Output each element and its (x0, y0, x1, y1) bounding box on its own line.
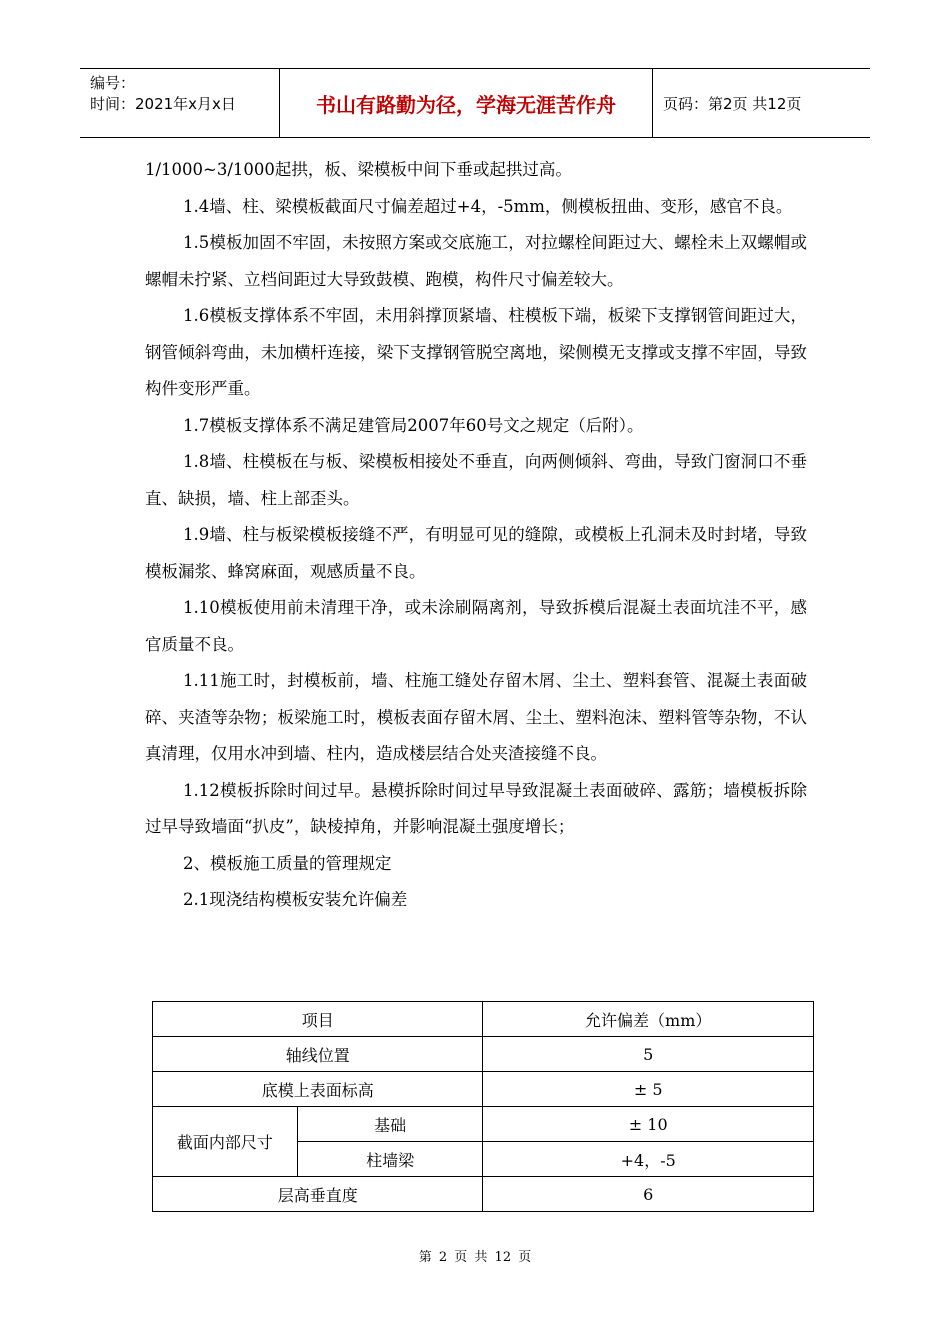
table-cell-value: ± 10 (483, 1107, 814, 1142)
subsection-heading: 2.1现浇结构模板安装允许偏差 (183, 890, 408, 909)
table-cell-group: 截面内部尺寸 (153, 1107, 298, 1177)
table-header-tolerance: 允许偏差（mm） (483, 1002, 814, 1037)
section-heading: 2、模板施工质量的管理规定 (183, 853, 392, 873)
paragraph: 1.12模板拆除时间过早。悬模拆除时间过早导致混凝土表面破碎、露筋；墙模板拆除过早导致墙面“扒皮”，缺棱掉角，并影响混凝土强度增长； (145, 780, 807, 836)
table-cell-item: 底模上表面标高 (153, 1072, 483, 1107)
document-date: 时间：2021年x月x日 (90, 95, 236, 113)
header-left-cell (80, 69, 280, 137)
table-cell-value: ± 5 (483, 1072, 814, 1107)
table-header-row (153, 1002, 814, 1037)
table-cell-subitem: 柱墙梁 (297, 1142, 483, 1177)
document-body (145, 152, 807, 919)
document-number-label: 编号： (90, 74, 136, 92)
table-cell-value: 6 (483, 1177, 814, 1212)
header-page-info: 页码：第2页 共12页 (663, 94, 802, 113)
paragraph: 1.5模板加固不牢固，未按照方案或交底施工，对拉螺栓间距过大、螺栓未上双螺帽或螺帽未拧紧、立档间距过大导致鼓模、跑模，构件尺寸偏差较大。 (145, 233, 807, 289)
table-row (153, 1177, 814, 1212)
paragraph: 1.10模板使用前未清理干净，或未涂刷隔离剂，导致拆模后混凝土表面坑洼不平，感官质量不良。 (145, 598, 807, 654)
table-cell-item: 轴线位置 (153, 1037, 483, 1072)
table-row (153, 1037, 814, 1072)
table-row (153, 1072, 814, 1107)
paragraph: 1.8墙、柱模板在与板、梁模板相接处不垂直，向两侧倾斜、弯曲，导致门窗洞口不垂直、缺损，墙、柱上部歪头。 (145, 452, 807, 508)
table-row (153, 1107, 814, 1142)
table-cell-value: 5 (483, 1037, 814, 1072)
tolerance-table (152, 1001, 814, 1212)
header-motto: 书山有路勤为径，学海无涯苦作舟 (280, 69, 653, 137)
paragraph: 1.4墙、柱、梁模板截面尺寸偏差超过+4，-5mm，侧模板扭曲、变形，感官不良。 (183, 196, 793, 216)
page-footer: 第 2 页 共 12 页 (418, 1250, 532, 1265)
table-header-item: 项目 (153, 1002, 483, 1037)
table-cell-value: +4，-5 (483, 1142, 814, 1177)
paragraph: 1.9墙、柱与板梁模板接缝不严，有明显可见的缝隙，或模板上孔洞未及时封堵，导致模板漏浆、蜂窝麻面，观感质量不良。 (145, 525, 807, 581)
table-cell-item: 层高垂直度 (153, 1177, 483, 1212)
paragraph-continuation: 1/1000~3/1000起拱，板、梁模板中间下垂或起拱过高。 (145, 160, 572, 179)
paragraph: 1.11施工时，封模板前，墙、柱施工缝处存留木屑、尘土、塑料套管、混凝土表面破碎、夹渣等杂物；板梁施工时，模板表面存留木屑、尘土、塑料泡沫、塑料管等杂物，不认真清理，仅用水冲到墙、柱内，造成楼层结合处夹渣接缝不良。 (145, 671, 807, 763)
table-cell-subitem: 基础 (297, 1107, 483, 1142)
paragraph: 1.6模板支撑体系不牢固，未用斜撑顶紧墙、柱模板下端，板梁下支撑钢管间距过大，钢管倾斜弯曲，未加横杆连接，梁下支撑钢管脱空离地，梁侧模无支撑或支撑不牢固，导致构件变形严重。 (145, 306, 807, 398)
page-header (80, 68, 870, 138)
paragraph: 1.7模板支撑体系不满足建管局2007年60号文之规定（后附）。 (183, 415, 644, 435)
